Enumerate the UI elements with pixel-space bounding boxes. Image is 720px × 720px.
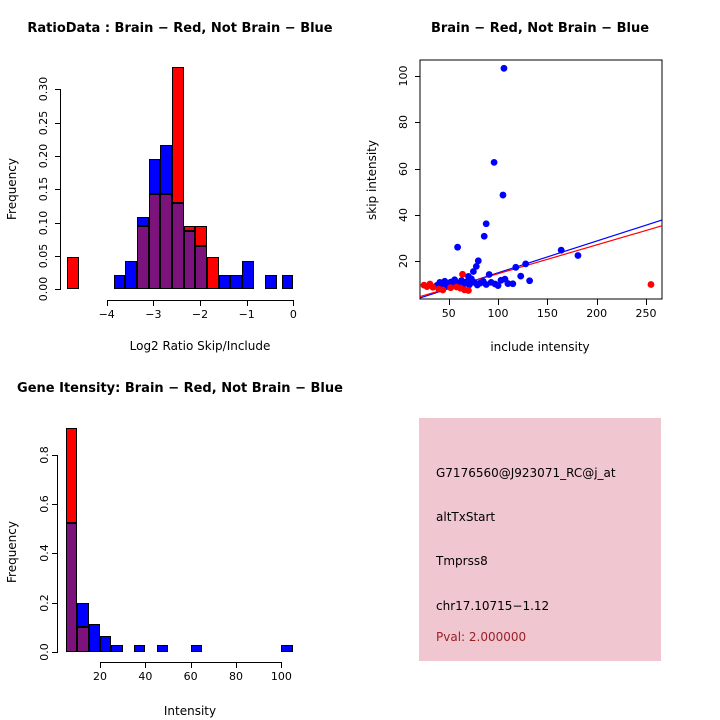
hist-bar-segment (230, 275, 242, 290)
y-axis-tick (415, 215, 420, 216)
y-axis-tick (55, 156, 60, 157)
y-tick-label: 0.00 (37, 277, 50, 302)
scatter-point-blue (483, 220, 490, 227)
y-tick-label: 0.15 (37, 177, 50, 202)
x-tick-label: 100 (270, 670, 292, 683)
scatter-point-red (465, 287, 472, 294)
x-tick-label: 20 (93, 670, 107, 683)
hist-bar-segment (172, 67, 184, 202)
hist-bar-segment (134, 645, 145, 652)
x-axis-label: Log2 Ratio Skip/Include (129, 339, 271, 353)
info-panel (360, 360, 720, 720)
hist-bar-segment (77, 603, 88, 626)
hist-bar-segment (195, 246, 207, 289)
x-tick-label: 150 (536, 307, 558, 320)
y-tick-label: 0.05 (37, 243, 50, 269)
hist-bar-segment (100, 636, 111, 652)
hist-bar-segment (137, 217, 149, 226)
x-axis-tick (597, 299, 598, 305)
x-axis-tick (107, 300, 108, 306)
scatter-point-blue (454, 244, 461, 251)
info-box (419, 418, 661, 661)
x-tick-label: 100 (487, 307, 509, 320)
y-axis-tick (55, 289, 60, 290)
y-axis-tick (415, 76, 420, 77)
hist-bar-segment (160, 194, 172, 289)
x-axis-tick (547, 299, 548, 305)
y-axis-tick (52, 553, 57, 554)
hist-bar-segment (207, 257, 219, 289)
scatter-plot-area (360, 0, 720, 360)
x-axis-tick (100, 662, 101, 668)
y-tick-label: 100 (397, 65, 410, 87)
x-tick-label: 200 (586, 307, 608, 320)
x-axis-tick (236, 662, 237, 668)
y-tick-label: 40 (397, 207, 410, 222)
hist-bar-segment (66, 523, 77, 652)
scatter-point-blue (498, 277, 505, 284)
y-tick-label: 0.10 (37, 210, 50, 235)
scatter-point-blue (512, 264, 519, 271)
x-tick-label: −1 (238, 308, 255, 321)
hist-bar-segment (67, 257, 79, 289)
x-axis-label: include intensity (490, 340, 590, 354)
y-tick-label: 0.20 (37, 143, 50, 169)
scatter-point-blue (501, 65, 508, 72)
scatter-point-blue (465, 273, 472, 280)
panel-title: RatioData : Brain − Red, Not Brain − Blue (27, 21, 333, 36)
x-axis-tick (153, 300, 154, 306)
hist-bar-segment (137, 226, 149, 289)
hist-bar-segment (125, 261, 137, 290)
y-tick-label: 60 (397, 161, 410, 176)
x-axis-tick (247, 300, 248, 306)
y-tick-label: 0.2 (38, 593, 51, 612)
y-axis-tick (52, 504, 57, 505)
hist-bar-segment (281, 645, 292, 652)
hist-bar-segment (172, 203, 184, 290)
scatter-point-blue (470, 268, 477, 275)
scatter-point-red (430, 284, 437, 291)
info-line-event-type: altTxStart (436, 510, 496, 524)
hist-bar-segment (184, 231, 196, 289)
y-axis-tick (52, 455, 57, 456)
scatter-point-blue (575, 252, 582, 259)
x-axis-tick (145, 662, 146, 668)
x-axis-tick (191, 662, 192, 668)
x-axis-tick (449, 299, 450, 305)
hist-bar-segment (149, 159, 161, 194)
scatter-point-red (648, 281, 655, 288)
y-axis-tick (415, 261, 420, 262)
y-axis-tick (415, 169, 420, 170)
x-tick-label: 60 (183, 670, 198, 683)
x-axis-tick (646, 299, 647, 305)
intensity-histogram-panel (0, 360, 360, 720)
y-axis-tick (55, 256, 60, 257)
hist-bar-segment (265, 275, 277, 290)
scatter-point-blue (522, 260, 529, 267)
hist-bar-segment (157, 645, 168, 652)
y-axis-label: Frequency (5, 158, 19, 220)
y-tick-label: 80 (397, 115, 410, 130)
plot-box (420, 60, 662, 299)
x-axis-tick (498, 299, 499, 305)
hist-bar-segment (184, 226, 196, 231)
x-tick-label: 0 (289, 308, 297, 321)
y-axis-tick (55, 89, 60, 90)
hist-bar-segment (195, 226, 207, 246)
ratio-histogram-panel (0, 0, 360, 360)
scatter-panel (360, 0, 720, 360)
y-tick-label: 0.30 (37, 77, 50, 102)
y-axis-tick (52, 603, 57, 604)
y-tick-label: 0.8 (38, 446, 51, 464)
y-axis-tick (52, 652, 57, 653)
hist-bar-segment (89, 624, 100, 652)
scatter-point-blue (481, 233, 488, 240)
y-axis-tick (55, 223, 60, 224)
panel-title: Brain − Red, Not Brain − Blue (430, 21, 650, 36)
x-tick-label: 80 (229, 670, 243, 683)
hist-bar-segment (282, 275, 294, 290)
x-tick-label: 50 (441, 307, 456, 320)
y-tick-label: 0.0 (38, 642, 51, 661)
y-axis-tick (55, 123, 60, 124)
x-tick-label: 250 (635, 307, 657, 320)
scatter-point-blue (517, 273, 524, 280)
hist-bar-segment (114, 275, 126, 290)
x-tick-label: −2 (191, 308, 209, 321)
y-axis-label: Frequency (5, 521, 19, 583)
info-line-pval: Pval: 2.000000 (436, 630, 527, 644)
x-axis-tick (281, 662, 282, 668)
x-tick-label: −4 (98, 308, 115, 321)
y-axis-tick (55, 189, 60, 190)
hist-bar-segment (160, 145, 172, 194)
x-tick-label: −3 (145, 308, 162, 321)
scatter-point-blue (491, 159, 498, 166)
scatter-point-blue (558, 247, 565, 254)
panel-title: Gene Itensity: Brain − Red, Not Brain − Blue (17, 381, 343, 396)
hist-bar-segment (191, 645, 202, 652)
hist-bar-segment (111, 645, 122, 652)
y-axis-label: skip intensity (365, 140, 379, 220)
y-tick-label: 0.6 (38, 495, 51, 513)
info-line-gene: Tmprss8 (436, 554, 488, 568)
hist-bar-segment (242, 261, 254, 290)
y-tick-label: 20 (397, 254, 410, 269)
y-axis-tick (415, 122, 420, 123)
scatter-point-blue (526, 277, 533, 284)
info-line-probe: G7176560@J923071_RC@j_at (436, 466, 616, 480)
x-axis-tick (200, 300, 201, 306)
x-axis-tick (293, 300, 294, 306)
hist-bar-segment (149, 194, 161, 289)
scatter-point-blue (505, 280, 512, 287)
x-axis-label: Intensity (163, 704, 217, 718)
hist-bar-segment (77, 627, 88, 652)
info-line-locus: chr17.10715−1.12 (436, 599, 550, 613)
y-axis-line (57, 455, 58, 653)
scatter-point-blue (486, 271, 493, 278)
scatter-point-red (439, 287, 446, 294)
y-tick-label: 0.4 (38, 544, 51, 563)
hist-bar-segment (219, 275, 231, 290)
x-tick-label: 40 (138, 670, 153, 683)
scatter-point-red (459, 271, 466, 278)
y-tick-label: 0.25 (37, 110, 50, 135)
y-axis-line (60, 89, 61, 290)
scatter-point-red (447, 284, 454, 291)
hist-bar-segment (66, 428, 77, 523)
scatter-point-blue (500, 192, 507, 199)
